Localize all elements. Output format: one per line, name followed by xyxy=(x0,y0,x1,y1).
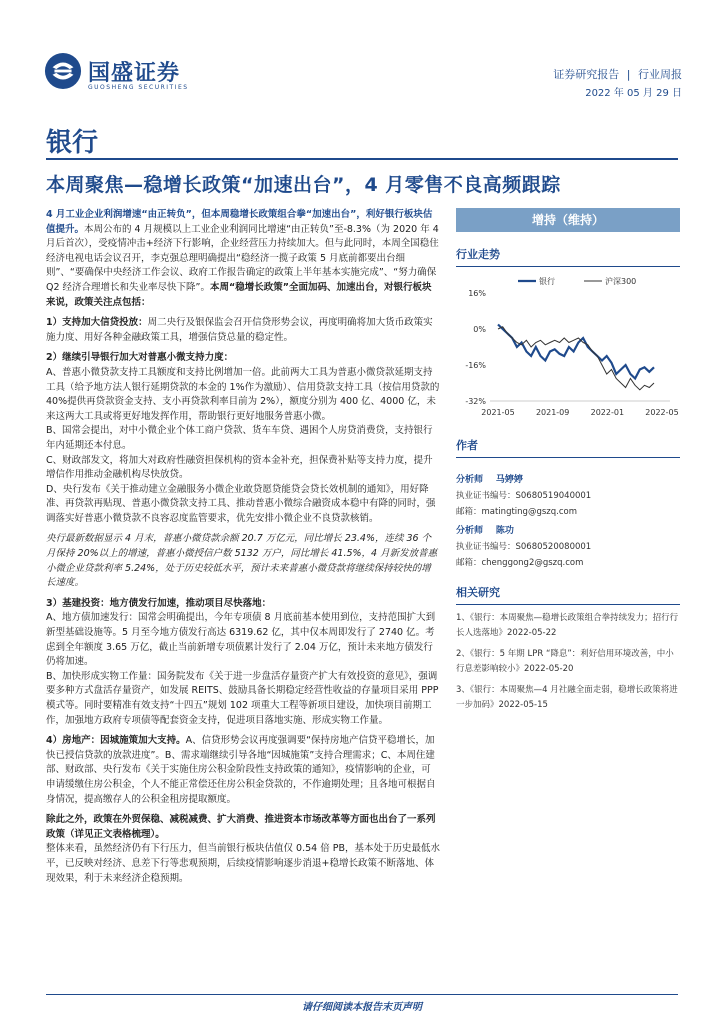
x-tick-label: 2021-09 xyxy=(535,408,570,417)
closing xyxy=(46,813,440,886)
footer-rule xyxy=(46,994,678,995)
p1-text: 本周公布的 4 月规模以上工业企业利润同比增速“由正转负”至-8.3%（为 2020 年 4 月后首次），受疫情冲击+经济下行影响，企业经营压力持续加大。但与此同时，本周全国稳住经济电视电话会议召开，李克强总理明确提出“稳经济一揽子政策 5 月底前都要出台细则”、“要确保中央经济工作会议、政府工作报告确定的政策上半年基本实施完成”、“努力确保 Q2 经济合理增长和失业率尽快下降”。 xyxy=(46,223,439,293)
legend-label-csi300: 沪深300 xyxy=(605,277,637,286)
section-2-a: A、普惠小微贷款支持工具额度和支持比例增加一倍。此前两大工具为普惠小微贷款延期支持工具（给予地方法人银行延期贷款的本金的 1%作为激励）、信用贷款支持工具（按信用贷款的 40%提供再贷款资金支持、支小再贷款利率目前为 2%），额度分别为 400 亿、4000 亿，未来这两大工具或将更好地发挥作用，帮助银行更好地服务普惠小微。 xyxy=(46,366,440,422)
section-2-c: C、财政部发文，将加大对政府性融资担保机构的资本金补充，担保费补贴等支持力度，提升增信作用推动金融机构尽快放贷。 xyxy=(46,454,433,481)
x-tick-label: 2022-05 xyxy=(645,408,679,417)
rating-badge: 增持（维持） xyxy=(456,208,680,232)
related-item[interactable]: 3、《银行：本周聚焦—4 月社融全面走弱，稳增长政策将进一步加码》2022-05-15 xyxy=(456,685,678,710)
series-line-bank xyxy=(498,325,654,379)
y-tick-label: -16% xyxy=(465,361,486,370)
report-kind-label: 行业周报 xyxy=(638,68,682,81)
analyst-role: 分析师 xyxy=(456,475,484,485)
analyst-email[interactable]: 邮箱：matingting@gszq.com xyxy=(456,507,577,517)
section-4-text: A、信贷形势会议再度强调要“保持房地产信贷平稳增长，加快已授信贷款的放款进度”。B、需求端继续引导各地“因城施策”支持合理需求；C、本周住建部、财政部、央行发布《关于实施住房公积金阶段性支持政策的通知》，疫情影响的企业，可申请缓缴住房公积金，个人不能正常偿还住房公积金贷款的，不作逾期处理；且各地可根据自身情况，提高缴存人的公积金租房提取额度。 xyxy=(46,735,436,805)
related-item[interactable]: 2、《银行：5 年期 LPR “降息”：利好信用环境改善，中小行息差影响较小》2022-05-20 xyxy=(456,649,674,674)
report-type xyxy=(553,66,682,82)
section-4 xyxy=(46,734,440,807)
brand-name-cn: 国盛证券 xyxy=(88,61,181,86)
analyst-email[interactable]: 邮箱：chenggong2@gszq.com xyxy=(456,558,584,568)
y-tick-label: -32% xyxy=(465,397,486,406)
logo-icon xyxy=(44,52,82,90)
pboc-data-note: 央行最新数据显示 4 月末，普惠小微贷款余额 20.7 万亿元，同比增长 23.4%，连续 36 个月保持 20%以上的增速，普惠小微授信户数 5132 万户，同比增长 41.5%，4 月新发放普惠小微企业贷款利率 5.24%，处于历史较低水平，预计未来普惠小微贷款将继续保持较快的增长速度。 xyxy=(46,533,438,589)
analyst-title: 作者 xyxy=(456,437,680,458)
related-item[interactable]: 1、《银行：本周聚焦—稳增长政策组合拳持续发力；招行行长人选落地》2022-05-22 xyxy=(456,613,679,638)
brand-name-en: GUOSHENG SECURITIES xyxy=(88,84,189,91)
company-logo xyxy=(44,52,194,96)
report-header xyxy=(0,0,724,110)
analyst-name: 马婷婷 xyxy=(495,475,523,485)
main-body xyxy=(46,208,440,892)
title-rule xyxy=(46,158,678,160)
y-tick-label: 16% xyxy=(468,289,486,298)
y-tick-label: 0% xyxy=(473,325,486,334)
section-3-title: 3）基建投资：地方债发行加速，推动项目尽快落地： xyxy=(46,597,272,609)
section-3-b: B、加快形成实物工作量：国务院发布《关于进一步盘活存量资产扩大有效投资的意见》，强调要多种方式盘活存量资产，如发展 REITS、鼓励具备长期稳定经营性收益的存量项目采用 PPP 模式等。同时要精准有效支持“十四五”规划 102 项重大工程等新项目建设，加快项目前期工作，加强地方政府专项债等配套资金支持，促进项目落地实施、形成实物工作量。 xyxy=(46,670,439,726)
section-3-a: A、地方债加速发行：国常会明确提出，今年专项债 8 月底前基本使用到位，支持范围扩大到新型基础设施等。5 月至今地方债发行高达 6319.62 亿，其中仅本周即发行了 2740 亿。考虑到全年额度 3.65 万亿，截止当前新增专项债累计发行了 2.04 万亿，预计未来地方债发行仍将加速。 xyxy=(46,612,436,668)
section-1-text: 周二央行及银保监会召开信贷形势会议，再度明确将加大货币政策实施力度、用好各种金融政策工具，增强信贷总量的稳定性。 xyxy=(46,317,433,343)
section-2-b: B、国常会提出，对中小微企业个体工商户贷款、货车车贷、遇困个人房贷消费贷，支持银行年内延期还本付息。 xyxy=(46,425,433,451)
closing-text: 整体来看，虽然经济仍有下行压力，但当前银行板块估值仅 0.54 倍 PB，基本处于历史最低水平，已反映对经济、息差下行等悲观预期，后续疫情影响逐步消退+稳增长政策不断落地、体现效果，利于未来经济企稳预期。 xyxy=(46,843,440,884)
closing-bold: 除此之外，政策在外贸保稳、减税减费、扩大消费、推进资本市场改革等方面也出台了一系列政策（详见正文表格梳理）。 xyxy=(46,814,436,840)
lead-text: 4 月工业企业利润增速“由正转负”，但本周稳增长政策组合拳“加速出台”，利好银行板块估值提升。 xyxy=(46,209,433,235)
p1-tail: 本周“稳增长政策”全面加码、加速出台，对银行板块来说，政策关注点包括： xyxy=(46,281,432,308)
section-4-title: 4）房地产：因城施策加大支持。 xyxy=(46,735,186,747)
analyst-name-row xyxy=(456,472,680,485)
section-2-d: D、央行发布《关于推动建立金融服务小微企业敢贷愿贷能贷会贷长效机制的通知》，用好降准、再贷款再贴现、普惠小微贷款支持工具、推动普惠小微综合融资成本稳中有降的同时，强调落实好普惠小微贷款不良容忍度监管要求，优先安排小微企业不良贷款核销。 xyxy=(46,483,436,524)
section-2 xyxy=(46,351,440,526)
section-2-title: 2）继续引导银行加大对普惠小微支持力度： xyxy=(46,352,234,364)
report-date: 2022 年 05 月 29 日 xyxy=(585,88,682,99)
analyst-role: 分析师 xyxy=(456,526,484,536)
analyst-name-row xyxy=(456,523,680,536)
analyst-cert: 执业证书编号：S0680520080001 xyxy=(456,542,592,552)
report-type-label: 证券研究报告 xyxy=(553,68,620,81)
lead-paragraph xyxy=(46,208,440,310)
section-1-title: 1）支持加大信贷投放： xyxy=(46,317,148,329)
trend-chart-svg xyxy=(456,273,680,423)
analyst-cert: 执业证书编号：S0680519040001 xyxy=(456,491,592,501)
trend-title: 行业走势 xyxy=(456,246,680,267)
analyst-card xyxy=(456,523,680,568)
analyst-list xyxy=(456,472,680,568)
footer-disclaimer: 请仔细阅读本报告末页声明 xyxy=(302,1002,422,1013)
report-headline: 本周聚焦—稳增长政策“加速出台”，4 月零售不良高频跟踪 xyxy=(46,174,561,196)
report-type-separator: | xyxy=(626,68,631,81)
x-tick-label: 2022-01 xyxy=(590,408,625,417)
legend-label-bank: 银行 xyxy=(539,277,555,286)
analyst-card xyxy=(456,472,680,517)
sector-title: 银行 xyxy=(46,128,99,158)
related-title: 相关研究 xyxy=(456,584,680,605)
section-3 xyxy=(46,597,440,728)
sidebar xyxy=(456,208,680,713)
series-line-csi300 xyxy=(498,327,654,390)
trend-chart xyxy=(456,273,680,423)
x-tick-label: 2021-05 xyxy=(481,408,515,417)
section-1 xyxy=(46,316,440,345)
analyst-name: 陈功 xyxy=(495,526,514,536)
related-list xyxy=(456,611,680,713)
